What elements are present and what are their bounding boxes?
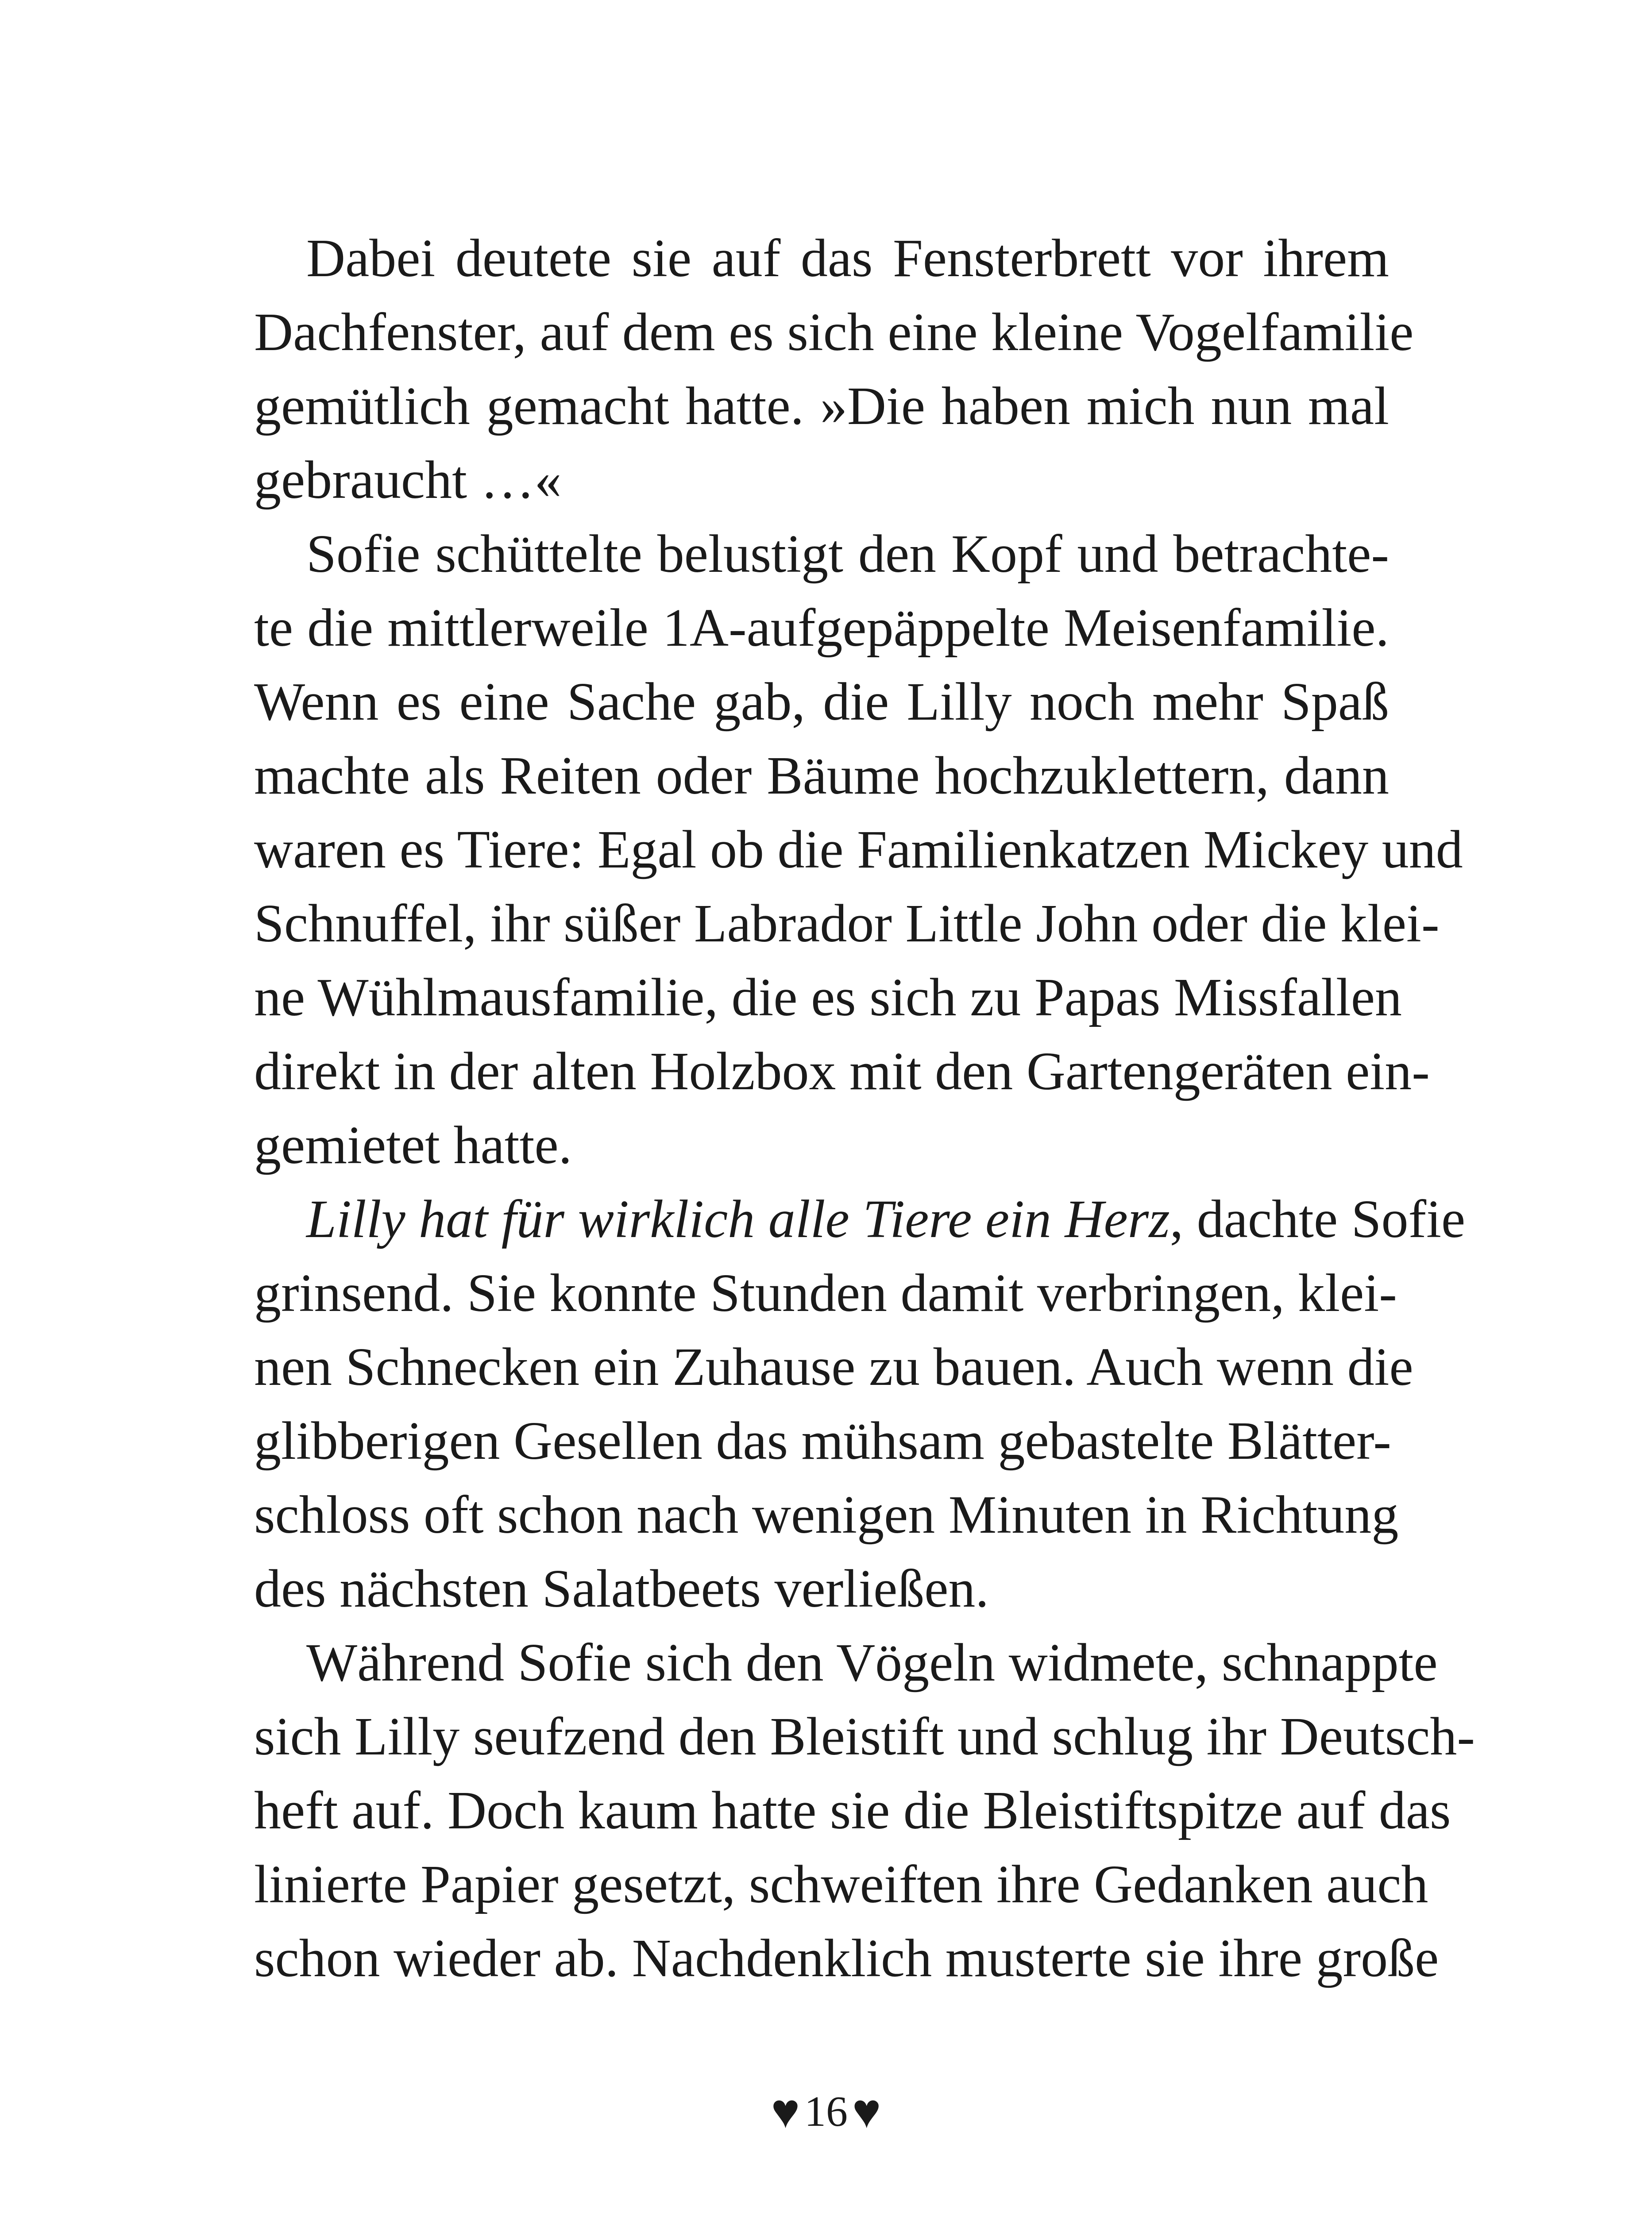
text-line: grinsend. Sie konnte Stunden damit verbringen, klei- [254,1263,1397,1323]
text-line [254,1182,1466,1256]
text-line: Wenn es eine Sache gab, die Lilly noch mehr Spaß [254,672,1389,732]
heart-icon: ♥ [771,2084,800,2138]
text-line: machte als Reiten oder Bäume hochzuklettern, dann [254,746,1389,806]
text-line: Sofie schüttelte belustigt den Kopf und betrachte- [306,524,1389,584]
text-line: Während Sofie sich den Vögeln widmete, schnappte [306,1633,1438,1693]
page-footer [0,2085,1652,2138]
text-line: glibberigen Gesellen das mühsam gebastelte Blätter- [254,1411,1391,1471]
text-line: gebraucht …« [254,450,562,510]
text-line: sich Lilly seufzend den Bleistift und schlug ihr Deutsch- [254,1707,1475,1766]
text-line: te die mittlerweile 1A-aufgepäppelte Meisenfamilie. [254,598,1389,658]
page-number: 16 [804,2088,848,2136]
text-line: Dachfenster, auf dem es sich eine kleine Vogelfamilie [254,302,1414,362]
text-line: schloss oft schon nach wenigen Minuten in Richtung [254,1485,1399,1545]
italic-thought: Lilly hat für wirklich alle Tiere ein Herz [306,1189,1170,1249]
text-line: des nächsten Salatbeets verließen. [254,1559,989,1619]
text-line: heft auf. Doch kaum hatte sie die Bleistiftspitze auf das [254,1781,1451,1840]
text-line: Dabei deutete sie auf das Fensterbrett vor ihrem [306,228,1389,288]
text-line: Schnuffel, ihr süßer Labrador Little John oder die klei- [254,894,1440,953]
text-run: , dachte Sofie [1170,1189,1466,1249]
text-line: direkt in der alten Holzbox mit den Gartengeräten ein- [254,1041,1430,1101]
text-line: schon wieder ab. Nachdenklich musterte sie ihre große [254,1928,1439,1988]
text-line: ne Wühlmausfamilie, die es sich zu Papas Missfallen [254,968,1402,1027]
text-line: linierte Papier gesetzt, schweiften ihre Gedanken auch [254,1854,1428,1914]
text-line: waren es Tiere: Egal ob die Familienkatzen Mickey und [254,820,1463,879]
text-line: nen Schnecken ein Zuhause zu bauen. Auch wenn die [254,1337,1413,1397]
body-text [254,221,1475,1995]
text-line: gemütlich gemacht hatte. »Die haben mich nun mal [254,376,1389,436]
heart-icon: ♥ [852,2084,881,2138]
text-line: gemietet hatte. [254,1115,572,1175]
